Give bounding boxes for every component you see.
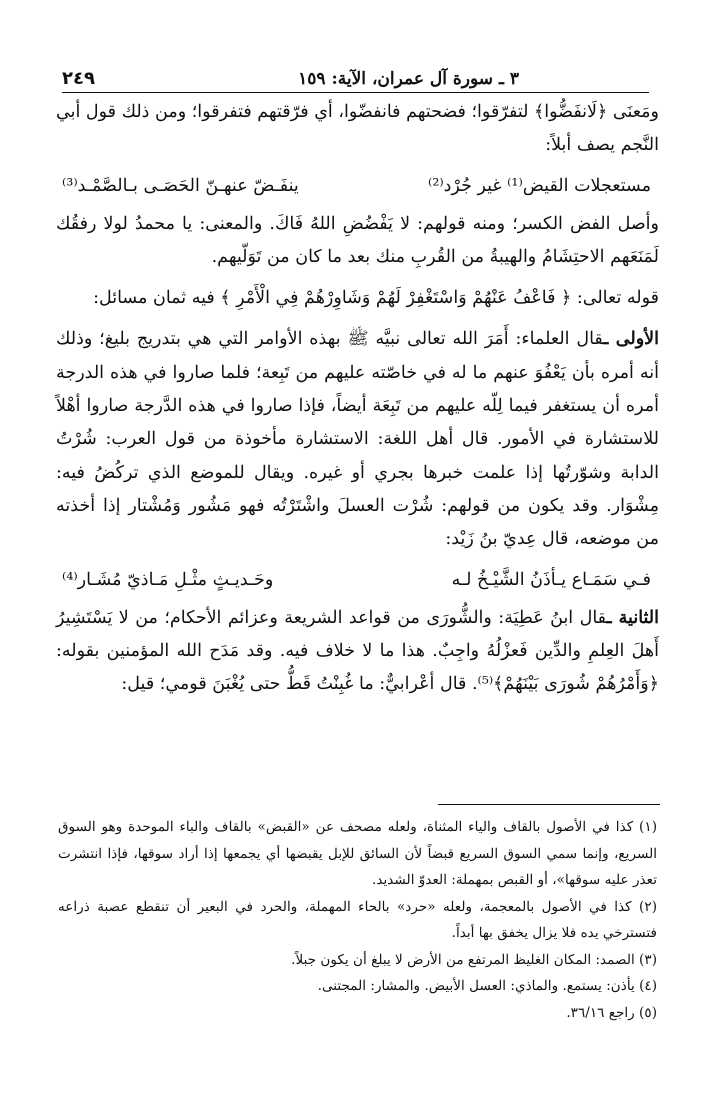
footnote-divider <box>438 804 660 805</box>
footnotes <box>58 814 657 1026</box>
page-number: ٢٤٩ <box>62 68 95 89</box>
verse-hemistich-left: ينفَـضّ عنهـنّ الحَصَـى بـالصَّمْـد⁽³⁾ <box>62 175 299 196</box>
running-title: ٣ ـ سورة آل عمران، الآية: ١٥٩ <box>298 69 519 89</box>
issue-heading-first: الأولى ـ <box>603 329 660 350</box>
page-header <box>62 58 649 93</box>
paragraph <box>56 602 659 702</box>
footnote: (٣) الصمد: المكان الغليظ المرتفع من الأرض لا يبلغ أن يكون جبلاً. <box>291 951 657 968</box>
paragraph-text: قال ابنُ عَطِيَة: والشُّورَى من قواعد الشريعة وعزائم الأحكام؛ من لا يَسْتَشِيرُ أَهلَ العِلمِ والدِّين فَعزْلُهُ واجِبٌ. هذا ما لا خلاف فيه. وقد مَدَح الله المؤمنين بقوله: ﴿وَأَمْرُهُمْ شُورَى بَيْنَهُمْ﴾⁽⁵⁾. قال أعْرابيٌّ: ما غُبِنْتُ قَطُّ حتى يُغْبَنَ قومي؛ قيل: <box>56 607 659 695</box>
paragraph: وأصل الفض الكسر؛ ومنه قولهم: لا يَفْضُضِ اللهُ فَاكَ. والمعنى: يا محمدُ لولا رفقُك لَمَنَعَهم الاحتِشَامُ والهيبةُ من القُربِ منك بعد ما كان من تَوَلّيهم. <box>56 213 659 267</box>
verse-hemistich-left: وحَـديـثٍ مثْـلِ مَـاذيّ مُشَـار⁽⁴⁾ <box>62 569 274 590</box>
footnote: (٥) راجع ٣٦/١٦. <box>566 1004 657 1021</box>
verse-line <box>56 559 659 602</box>
verse-hemistich-right: مستعجلات القيض⁽¹⁾ غير جُرْد⁽²⁾ <box>428 175 651 196</box>
paragraph: ومَعنَى ﴿لَانفَضُّوا﴾ لتفرّقوا؛ فضحتهم فانفضّوا، أي فرّقتهم فتفرقوا؛ ومن ذلك قول أبي النَّجم يصف أبلاً: <box>56 102 659 156</box>
footnote: (١) كذا في الأصول بالقاف والياء المثناة، ولعله مصحف عن «القبض» بالقاف والباء الموحدة وهو السوق السريع، وإنما سمي السوق السريع قبضاً لأن السائق للإبل يقبضها أي يجمعها إذا أراد سوقها، فإذا انتشرت تعذر عليه سوقها»، أو القبص بمهملة: العدوّ الشديد. <box>58 819 657 888</box>
paragraph-text: قال العلماء: أَمَرَ الله تعالى نبيَّه ﷺ بهذه الأوامر التي هي بتدريج بليغ؛ وذلك أنه أمره بأن يَعْفُوَ عنهم ما له في خاصّته عليهم من تَبِعة؛ فلما صاروا في هذه الدرجة أمره أن يستغفر فيما لِلّه عليهم من تَبِعَة أيضاً، فإذا صاروا في هذه الدَّرجة صاروا أهْلاً للاستشارة في الأمور. قال أهل اللغة: الاستشارة مأخوذة من قول العرب: شُرْتُ الدابة وشوّرتُها إذا علمت خبرها بجري أو غيره. ويقال للموضع الذي تركُضُ فيه: مِشْوَار. وقد يكون من قولهم: شُرْت العسلَ واشْتَرْتُه فهو مَشُور وَمُشْتار إذا أخذته من موضعه، قال عِديّ بنُ زَيْد: <box>56 329 659 550</box>
paragraph: قوله تعالى: ﴿ فَاعْفُ عَنْهُمْ وَاسْتَغْفِرْ لَهُمْ وَشَاوِرْهُمْ فِي الْأَمْرِ ﴾ فيه ثمان مسائل: <box>93 288 659 309</box>
verse-hemistich-right: فـي سَمَـاع يـأذَنُ الشَّيْـخُ لـه <box>451 569 651 590</box>
footnote: (٢) كذا في الأصول بالمعجمة، ولعله «حرد» بالحاء المهملة، والحرد في البعير أن تنقطع عصبة ذراعه فتسترخي يده فلا يزال يخفق بها أبداً. <box>58 898 657 941</box>
main-text <box>56 96 659 703</box>
issue-heading-second: الثانية ـ <box>606 607 660 628</box>
verse-line <box>56 165 659 208</box>
paragraph <box>56 323 659 556</box>
footnote: (٤) يأذن: يستمع. والماذي: العسل الأبيض. والمشار: المجتنى. <box>317 978 657 994</box>
